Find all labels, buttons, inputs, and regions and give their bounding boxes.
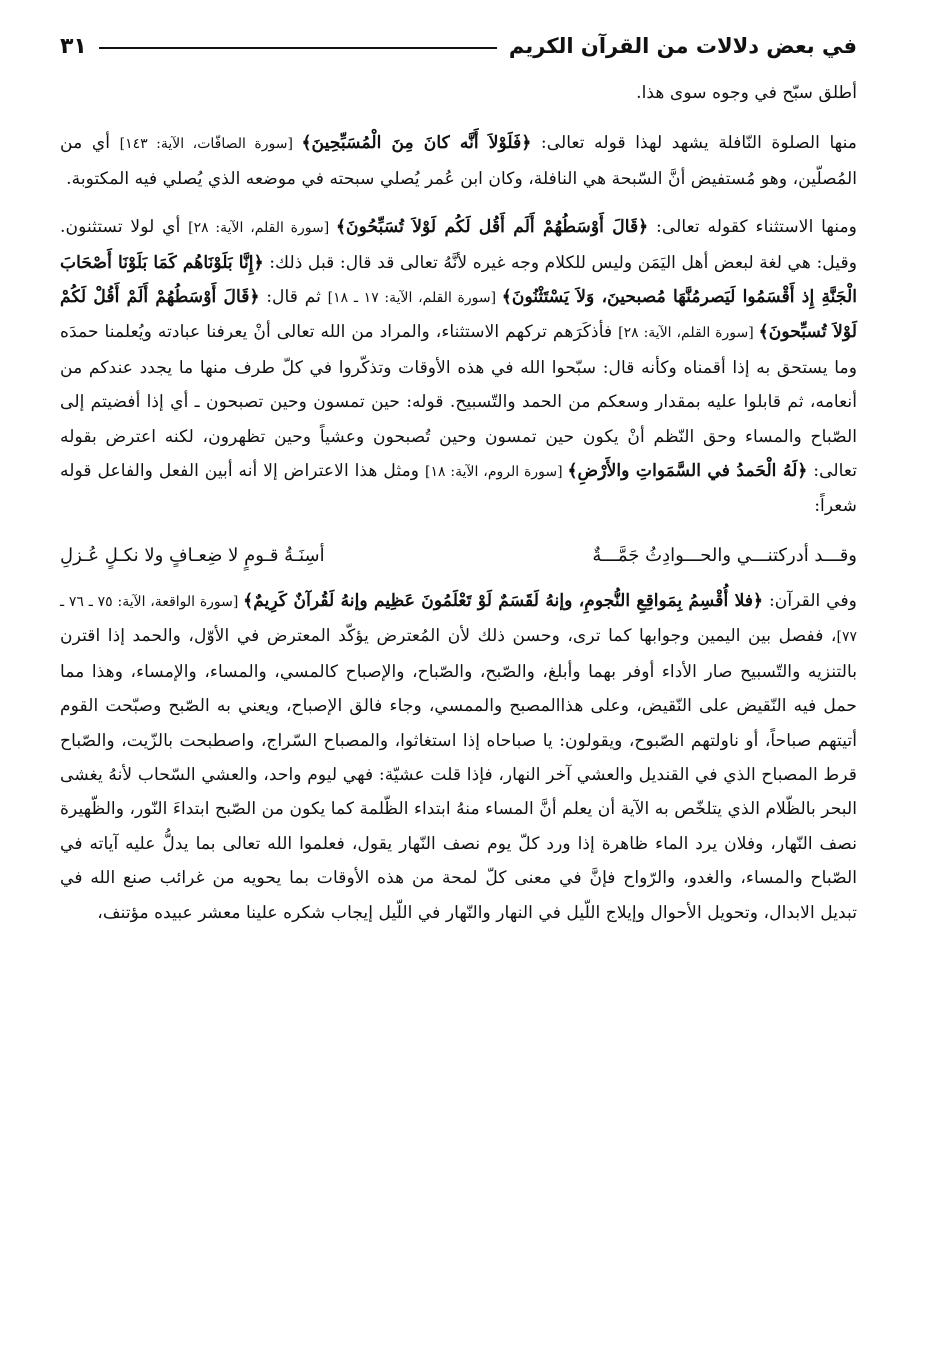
verse-second-hemistich: أسِنَـةُ قـومٍ لا ضِعـافٍ ولا نكـلٍ عُـزلِ bbox=[60, 544, 325, 566]
paragraph-2-text-a: منها الصلوة النّافلة يشهد لهذا قوله تعالى: bbox=[531, 133, 857, 154]
paragraph-3-text-c: ثم قال: bbox=[259, 287, 328, 308]
paragraph-4-text-a: وفي القرآن: bbox=[763, 590, 857, 611]
body-text bbox=[60, 76, 857, 944]
verse-first-hemistich: وقـــد أدركتنـــي والحـــوادِثُ جَمَّـــةٌ bbox=[592, 544, 857, 566]
paragraph-2-text-b: أي من المُصلّين، وهو مُستفيض أنَّ السّبحة هي النافلة، وكان ابن عُمر يُصلي سبحته في موضعه الذي يُصلي فيه المكتوبة. bbox=[60, 133, 857, 189]
paragraph-3 bbox=[60, 210, 857, 524]
paragraph-4-text-b: ، ففصل بين اليمين وجوابها كما ترى، وحسن ذلك لأن المُعترض يؤكّد المعترض في الأوّل، والحمد إذا اقترن بالتنزيه والتّسبيح صار الأداء أوفر بهما وأبلغ، والصّبح، والصّباح، والإصباح كالمسي، والمساء، والإمساء، وهذا مما حمل فيه النّقيض على النّقيض، وعلى هذاالمصبح والممسي، وجاء فالق الإصباح، ويعني به الصّبح وصبّحت القوم أتيتهم صباحاً، أو ناولتهم الصّبوح، ويقولون: يا صباحاه إذا استغاثوا، والمصباح السّراج، واصطبحت بالزّيت، والصّباح قرط المصباح الذي في القنديل والعشي آخر النهار، فإذا قلت عشيّة: فهي ليوم واحد، والعشي السّحاب لأنهُ يغشى البحر بالظّلام الذي يتلخّص به الآية أن يعلم أنَّ المساء منهُ ابتداء الظّلمة كما يكون من الصّبح ابتداءَ النّور، والظّهيرة نصف النّهار، وفلان يرد الماء ظاهرة إذا ورد كلّ يوم نصف النّهار يقول، فعلموا الله تعالى بما يدلُّ عليه آياته في الصّباح والمساء، والغدو، والرّواح فإنَّ في معنى كلّ لمحة من هذه الأوقات بما يحويه من غرائب صنع الله في تبديل الابدال، وتحويل الأحوال وإيلاج اللّيل في النهار والنّهار في اللّيل إيجاب شكره علينا معشر عبيده مؤتنف، bbox=[60, 626, 857, 923]
header-divider-line bbox=[99, 47, 497, 49]
paragraph-3-text-b: أي لولا تستثنون. وقيل: هي لغة لبعض أهل اليَمَن وليس للكلام وجه غيره لأنَّهُ تعالى قد قال: قبل ذلك: bbox=[60, 217, 857, 273]
page-number: ٣١ bbox=[60, 33, 87, 59]
paragraph-3-text-e: ومثل هذا الاعتراض إلا أنه أبين الفعل والفاعل قوله شعراً: bbox=[60, 461, 857, 517]
paragraph-4 bbox=[60, 584, 857, 930]
surah-reference: [سورة الواقعة، الآية: ٧٥ ـ ٧٦ ـ ٧٧] bbox=[60, 593, 857, 646]
paragraph-3-text-d: فأذكَرَهم تركهم الاستثناء، والمراد من الله تعالى أنْ يعرفنا عبادته ويُعلمنا حمدَه وما يستحق به إذا أقمناه وكأنه قال: سبّحوا الله في هذه الأوقات وتذكّروا في كلّ طرف منها ما يجدد عندكم من أنعامه، ثم قابلوا عليه بمقدار وسعكم من الحمد والتّسبيح. قوله: حين تمسون وحين تصبحون ـ أي إذا أفضيتم إلى الصّباح والمساء وحق النّظم أنْ يكون حين تمسون وحين تُصبحون وعشياً وحين تظهرون، لكنه اعترض بقوله تعالى: bbox=[60, 322, 857, 482]
surah-reference: [سورة الروم، الآية: ١٨] bbox=[425, 464, 568, 481]
quran-verse-quote: ﴿إِنَّا بَلَوْنَاهُم كَمَا بَلَوْنَا أَصْحَابَ الْجَنَّةِ إِذ أَقْسَمُوا لَيَصرمُنَّهَا مُصبحينَ، وَلاَ يَسْتَثْنُونَ﴾ bbox=[60, 252, 857, 308]
paragraph-2 bbox=[60, 126, 857, 196]
quran-verse-quote: ﴿قَالَ أَوْسَطُهُمْ أَلَمْ أَقُلْ لَكُمْ لَوْلاَ تُسبِّحونَ﴾ bbox=[60, 287, 858, 343]
surah-reference: [سورة القلم، الآية: ٢٨] bbox=[188, 220, 336, 237]
surah-reference: [سورة القلم، الآية: ١٧ ـ ١٨] bbox=[327, 290, 502, 307]
paragraph-1-text: أطلق سبّح في وجوه سوى هذا. bbox=[636, 83, 857, 103]
paragraph-3-text-a: ومنها الاستثناء كقوله تعالى: bbox=[648, 217, 857, 238]
quran-verse-quote: ﴿قَالَ أَوْسَطُهُمْ أَلَم أَقُل لَكُم لَوْلاَ تُسَبِّحُونَ﴾ bbox=[335, 217, 649, 238]
quran-verse-quote: ﴿لَهُ الْحَمدُ في السَّمَواتِ والأَرْضِ﴾ bbox=[567, 461, 808, 482]
poetry-verse bbox=[60, 538, 857, 574]
surah-reference: [سورة الصافّات، الآية: ١٤٣] bbox=[119, 136, 302, 153]
surah-reference: [سورة القلم، الآية: ٢٨] bbox=[618, 325, 759, 342]
running-header-title: في بعض دلالات من القرآن الكريم bbox=[508, 34, 857, 58]
running-header bbox=[60, 26, 857, 66]
quran-verse-quote: ﴿فلا أُقْسِمُ بِمَواقِعِ النُّجومِ، وإنهُ لَقَسَمٌ لَوْ تَعْلَمُونَ عَظِيم وإنهُ لَقُرآنٌ كَرِيمٌ﴾ bbox=[243, 590, 764, 611]
paragraph-1 bbox=[60, 76, 857, 110]
quran-verse-quote: ﴿فَلَوْلاَ أَنَّه كانَ مِنَ الْمُسَبِّحِينَ﴾ bbox=[301, 133, 532, 154]
